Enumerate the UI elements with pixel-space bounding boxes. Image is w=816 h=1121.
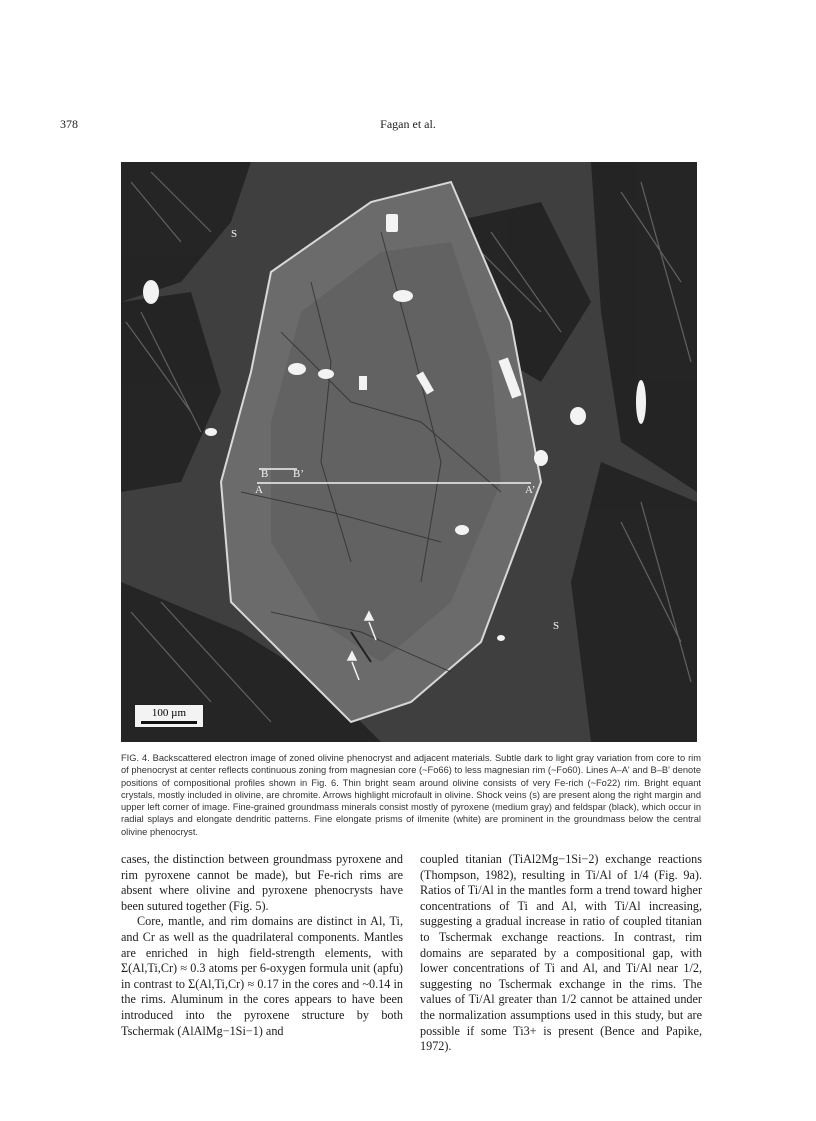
vein-label-lower-right: S [553,620,560,632]
profile-label-a-prime: A’ [525,484,536,496]
profile-label-b-prime: B’ [293,468,304,480]
scale-bar-label: 100 µm [151,707,187,719]
bse-image-figure [121,162,697,742]
vein-label-upper-left: S [231,228,238,240]
figure-caption: FIG. 4. Backscattered electron image of zoned olivine phenocryst and adjacent materials. Subtle dark to light gray variation from core to rim of phenocryst at center reflects continuous zoning from magnesian core (~Fo66) to less magnesian rim (~Fo60). Lines A–A' and B–B' denote positions of compositional profiles shown in Fig. 6. Thin bright seam around olivine consists of very Fe-rich (~Fo22) rim. Bright equant crystals, mostly included in olivine, are chromite. Arrows highlight microfault in olivine. Shock veins (s) are present along the right margin and upper left corner of image. Fine-grained groundmass minerals consist mostly of pyroxene (medium gray) and feldspar (black), which occur in radial splays and elongate dendritic patterns. Fine elongate prisms of ilmenite (white) are prominent in the groundmass below the central olivine phenocryst. [121,753,701,837]
profile-label-a: A [255,484,263,496]
profile-label-b: B [261,468,269,480]
bse-image [121,162,697,742]
body-right-column [420,852,702,1055]
paragraph: Core, mantle, and rim domains are distinct in Al, Ti, and Cr as well as the quadrilateral components. Mantles are enriched in high field-strength elements, with Σ(Al,Ti,Cr) ≈ 0.3 atoms per 6-oxygen formula unit (apfu) in contrast to Σ(Al,Ti,Cr) ≈ 0.17 in the cores and ~0.14 in the rims. Aluminum in the cores appears to have been introduced into the pyroxene structure by both Tschermak (AlAlMg−1Si−1) and [121,914,403,1038]
body-left-column [121,852,403,1039]
page-number: 378 [60,117,78,131]
scale-bar [134,704,204,728]
scale-bar-line [141,721,197,724]
paragraph: cases, the distinction between groundmass pyroxene and rim pyroxene cannot be made), but Fe-rich rims are absent where olivine and pyroxene phenocrysts have been sutured together (Fig. 5). [121,852,403,913]
running-title: Fagan et al. [380,117,436,131]
paragraph: coupled titanian (TiAl2Mg−1Si−2) exchange reactions (Thompson, 1982), resulting in Ti/Al of 1/4 (Fig. 9a). Ratios of Ti/Al in the mantles form a trend toward higher concentrations of Ti and Al, with Ti/Al increasing, suggesting a gradual increase in ratio of coupled titanian to Tschermak exchange reactions. In contrast, rim domains are separated by a compositional gap, with lower concentrations of Ti and Al, and Ti/Al near 1/2, suggesting no Tschermak exchange in the rims. The values of Ti/Al greater than 1/2 cannot be attained under the normalization assumptions used in this study, but are possible if some Ti3+ is present (Bence and Papike, 1972). [420,852,702,1054]
